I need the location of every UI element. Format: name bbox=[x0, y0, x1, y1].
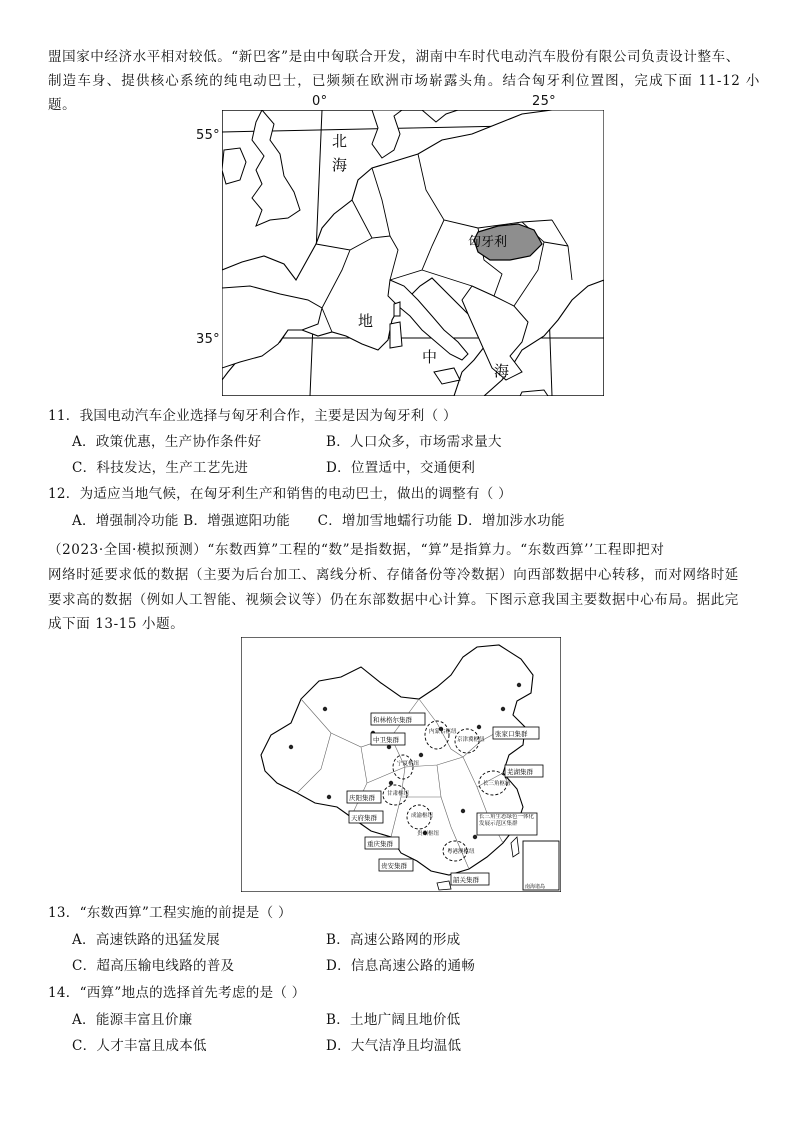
hub-chengyu: 成渝枢纽 bbox=[411, 813, 434, 819]
hungary-location-map bbox=[222, 110, 604, 396]
lon-label-0: 0° bbox=[312, 94, 328, 109]
cluster-chongqing: 重庆集群 bbox=[367, 840, 393, 848]
context-line-3: 要求高的数据（例如人工智能、视频会议等）仍在东部数据中心计算。下图示意我国主要数据中心布局。据此完 bbox=[48, 592, 739, 608]
hainan-outline bbox=[437, 881, 451, 890]
sardinia-outline bbox=[390, 322, 402, 348]
q13-option-c: C．超高压输电线路的普及 bbox=[72, 958, 235, 974]
lat-label-55: 55° bbox=[196, 128, 220, 143]
med-sea-label-3: 海 bbox=[494, 362, 510, 380]
q14-option-b: B．土地广阔且地价低 bbox=[326, 1012, 461, 1028]
hungary-label: 匈牙利 bbox=[468, 235, 508, 250]
cluster-zhongwei: 中卫集群 bbox=[373, 736, 399, 744]
q11-stem: 11．我国电动汽车企业选择与匈牙利合作，主要是因为匈牙利（ ） bbox=[48, 408, 457, 424]
context-line-2: 网络时延要求低的数据（主要为后台加工、离线分析、存储备份等冷数据）向西部数据中心转移，而对网络时延 bbox=[48, 567, 739, 583]
med-sea-label-1: 地 bbox=[358, 312, 374, 330]
q13-option-a: A．高速铁路的迅猛发展 bbox=[72, 932, 221, 948]
q13-stem: 13．“东数西算”工程实施的前提是（ ） bbox=[48, 905, 292, 921]
corsica-outline bbox=[394, 302, 400, 316]
intro-line-1: 盟国家中经济水平相对较低。“新巴客”是由中匈联合开发，湖南中车时代电动汽车股份有限公司负责设计整车、 bbox=[48, 49, 740, 65]
hub-ningxia: 宁夏枢纽 bbox=[397, 761, 420, 767]
q14-stem: 14．“西算”地点的选择首先考虑的是（ ） bbox=[48, 985, 306, 1001]
cluster-wuhu: 芜湖集群 bbox=[507, 768, 533, 776]
cluster-zhangjiakou: 张家口集群 bbox=[495, 730, 528, 738]
north-sea-label-1: 北 bbox=[332, 132, 348, 150]
north-sea-label-2: 海 bbox=[332, 156, 348, 174]
china-data-center-map bbox=[241, 637, 561, 892]
cluster-helingeer: 和林格尔集群 bbox=[373, 716, 412, 724]
q12-options: A．增强制冷功能 B．增强遮阳功能 C．增加雪地蠕行功能 D．增加涉水功能 bbox=[72, 513, 565, 529]
med-sea-label-2: 中 bbox=[422, 348, 438, 366]
q14-option-a: A．能源丰富且价廉 bbox=[72, 1012, 193, 1028]
hub-yangtze: 长三角枢纽 bbox=[483, 781, 511, 787]
intro-line-2: 制造车身、提供核心系统的纯电动巴士，已频频在欧洲市场崭露头角。结合匈牙利位置图，完成下面 11-12 小题。 bbox=[48, 73, 760, 113]
q11-option-d: D．位置适中，交通便利 bbox=[326, 460, 476, 476]
context-line-1: （2023·全国·模拟预测）“东数西算”工程的“数”是指数据，“算”是指算力。“东数西算’’工程即把对 bbox=[48, 542, 665, 558]
hub-gansu: 甘肃枢纽 bbox=[387, 791, 410, 797]
lon-label-25: 25° bbox=[532, 94, 556, 109]
cluster-guian: 贵安集群 bbox=[381, 862, 407, 870]
hub-jingjinji: 京津冀枢纽 bbox=[457, 737, 485, 743]
q13-option-b: B．高速公路网的形成 bbox=[326, 932, 461, 948]
q14-option-c: C．人才丰富且成本低 bbox=[72, 1038, 207, 1054]
cluster-yangtze: 长三角生态绿色一体化发展示范区集群 bbox=[479, 814, 535, 827]
q11-option-c: C．科技发达，生产工艺先进 bbox=[72, 460, 249, 476]
context-line-4: 成下面 13-15 小题。 bbox=[48, 616, 185, 632]
hub-guizhou: 贵州枢纽 bbox=[417, 831, 440, 837]
cluster-tianfu: 天府集群 bbox=[351, 814, 377, 822]
cluster-shaoguan: 韶关集群 bbox=[453, 876, 479, 884]
q11-option-b: B．人口众多，市场需求量大 bbox=[326, 434, 502, 450]
hub-gba: 粤港澳枢纽 bbox=[447, 849, 475, 855]
q13-option-d: D．信息高速公路的通畅 bbox=[326, 958, 476, 974]
hub-inner-mongolia: 内蒙古枢纽 bbox=[429, 729, 457, 735]
q14-option-d: D．大气洁净且均温低 bbox=[326, 1038, 462, 1054]
q12-stem: 12．为适应当地气候，在匈牙利生产和销售的电动巴士，做出的调整有（ ） bbox=[48, 486, 512, 502]
south-china-sea-inset bbox=[523, 841, 559, 890]
q11-option-a: A．政策优惠，生产协作条件好 bbox=[72, 434, 262, 450]
lat-label-35: 35° bbox=[196, 332, 220, 347]
inset-label: 南海诸岛 bbox=[525, 884, 546, 890]
cluster-qingyang: 庆阳集群 bbox=[349, 794, 375, 802]
cluster-yangtze-wrap bbox=[479, 814, 537, 836]
